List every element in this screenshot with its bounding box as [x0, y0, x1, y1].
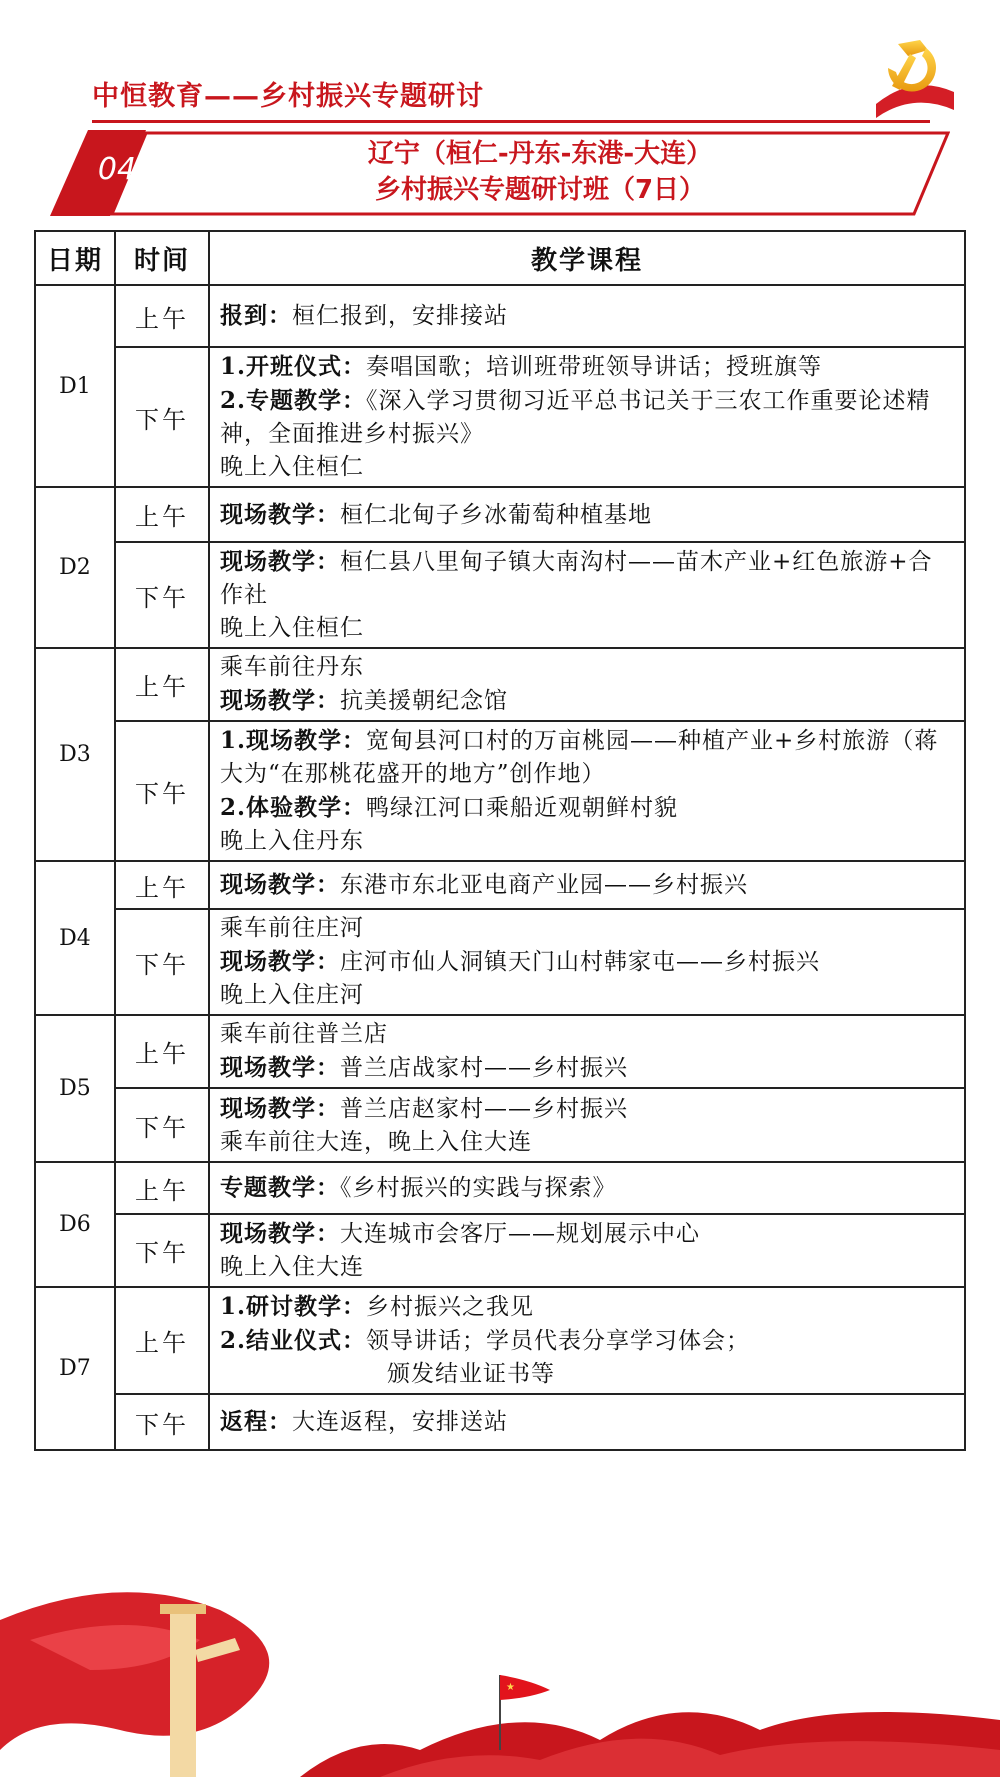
course-line [220, 1126, 954, 1159]
course-line [220, 1251, 954, 1284]
day-label: D4 [35, 861, 115, 1015]
course-text: 桓仁北甸子乡冰葡萄种植基地 [340, 501, 652, 528]
header-time: 时间 [115, 231, 209, 285]
course-text: 乘车前往普兰店 [220, 1021, 388, 1047]
course-text: 晚上入住大连 [220, 1254, 364, 1280]
section-number: 04 [97, 152, 137, 187]
course-line [220, 612, 954, 645]
course-line [220, 868, 954, 902]
time-slot: 下午 [115, 909, 209, 1015]
time-slot: 下午 [115, 1394, 209, 1450]
course-text: 乘车前往庄河 [220, 915, 364, 941]
svg-text:★: ★ [506, 1682, 515, 1693]
day-label: D2 [35, 487, 115, 648]
course-cell [209, 285, 965, 347]
course-keyword: 1.研讨教学： [220, 1293, 367, 1320]
course-text: 普兰店战家村——乡村振兴 [340, 1055, 628, 1081]
time-slot: 上午 [115, 648, 209, 721]
course-cell [209, 721, 965, 861]
course-cell [209, 1394, 965, 1450]
table-row [35, 542, 965, 648]
page-title [160, 136, 920, 208]
course-line [220, 1358, 954, 1391]
course-keyword: 2.体验教学： [220, 794, 367, 821]
time-slot: 下午 [115, 721, 209, 861]
course-keyword: 现场教学： [220, 548, 340, 575]
course-line [220, 384, 954, 451]
header-course: 教学课程 [209, 231, 965, 285]
course-text: 晚上入住庄河 [220, 982, 364, 1008]
course-text: 晚上入住桓仁 [220, 615, 364, 641]
footer-decoration [0, 1580, 1000, 1777]
course-text: 颁发结业证书等 [387, 1361, 555, 1387]
course-text: 奏唱国歌；培训班带班领导讲话；授班旗等 [366, 354, 823, 380]
course-line [220, 498, 954, 532]
course-cell [209, 347, 965, 487]
table-row [35, 1287, 965, 1394]
title-line-2: 乡村振兴专题研讨班（7日） [374, 175, 706, 205]
course-text: 桓仁县八里甸子镇大南沟村——苗木产业+红色旅游+合作社 [220, 549, 933, 608]
table-row [35, 721, 965, 861]
time-slot: 上午 [115, 487, 209, 542]
course-line [220, 912, 954, 945]
course-line [220, 299, 954, 333]
table-row [35, 1088, 965, 1162]
day-label: D5 [35, 1015, 115, 1162]
course-keyword: 现场教学： [220, 871, 340, 898]
table-row [35, 1015, 965, 1088]
time-slot: 上午 [115, 1015, 209, 1088]
day-label: D3 [35, 648, 115, 861]
course-text: 东港市东北亚电商产业园——乡村振兴 [340, 872, 748, 898]
course-cell [209, 1088, 965, 1162]
table-row [35, 861, 965, 909]
time-slot: 下午 [115, 542, 209, 648]
course-line [220, 945, 954, 979]
course-cell [209, 542, 965, 648]
course-keyword: 2.专题教学： [220, 387, 367, 414]
course-text: 桓仁报到，安排接站 [292, 303, 508, 329]
course-keyword: 现场教学： [220, 1054, 340, 1081]
table-row [35, 1214, 965, 1287]
course-line [220, 979, 954, 1012]
course-line [220, 1290, 954, 1324]
course-cell [209, 1162, 965, 1214]
table-row [35, 347, 965, 487]
course-text: 《深入学习贯彻习近平总书记关于三农工作重要论述精神，全面推进乡村振兴》 [220, 388, 931, 447]
table-row [35, 487, 965, 542]
course-line [220, 350, 954, 384]
day-label: D7 [35, 1287, 115, 1450]
course-line [220, 651, 954, 684]
brand-title: 中恒教育——乡村振兴专题研讨 [92, 81, 484, 112]
course-text: 鸭绿江河口乘船近观朝鲜村貌 [366, 795, 679, 821]
time-slot: 上午 [115, 285, 209, 347]
course-keyword: 返程： [220, 1408, 292, 1435]
time-slot: 下午 [115, 347, 209, 487]
course-line [220, 1092, 954, 1126]
course-line [220, 1051, 954, 1085]
table-row [35, 285, 965, 347]
course-line [220, 1018, 954, 1051]
course-text: 普兰店赵家村——乡村振兴 [340, 1095, 628, 1122]
header-date: 日期 [35, 231, 115, 285]
course-line [220, 684, 954, 718]
course-line [220, 791, 954, 825]
course-line [220, 724, 954, 791]
table-header-row [35, 231, 965, 285]
course-keyword: 专题教学： [220, 1174, 340, 1201]
table-row [35, 909, 965, 1015]
course-keyword: 报到： [220, 302, 292, 329]
time-slot: 上午 [115, 861, 209, 909]
party-emblem-icon [868, 34, 958, 120]
course-text: 乘车前往大连，晚上入住大连 [220, 1128, 532, 1155]
course-keyword: 现场教学： [220, 1094, 340, 1122]
time-slot: 下午 [115, 1088, 209, 1162]
course-cell [209, 1214, 965, 1287]
course-line [220, 1405, 954, 1439]
course-keyword: 现场教学： [220, 1220, 340, 1247]
course-text: 《乡村振兴的实践与探索》 [340, 1175, 617, 1201]
course-cell [209, 648, 965, 721]
course-text: 庄河市仙人洞镇天门山村韩家屯——乡村振兴 [340, 949, 820, 975]
course-text: 晚上入住桓仁 [220, 454, 364, 480]
time-slot: 上午 [115, 1287, 209, 1394]
course-text: 乘车前往丹东 [220, 654, 364, 680]
course-text: 晚上入住丹东 [220, 828, 364, 854]
course-text: 大连返程，安排送站 [292, 1409, 508, 1435]
table-row [35, 1162, 965, 1214]
course-cell [209, 909, 965, 1015]
course-text: 抗美援朝纪念馆 [340, 688, 508, 714]
brand-underline [92, 120, 930, 123]
course-line [220, 1324, 954, 1358]
course-cell [209, 487, 965, 542]
time-slot: 下午 [115, 1214, 209, 1287]
course-keyword: 1.开班仪式： [220, 353, 367, 380]
table-row [35, 648, 965, 721]
course-line [220, 1217, 954, 1251]
course-cell [209, 1287, 965, 1394]
day-label: D1 [35, 285, 115, 487]
schedule-table [34, 230, 966, 1451]
course-text: 宽甸县河口村的万亩桃园——种植产业+乡村旅游（蒋大为“在那桃花盛开的地方”创作地） [220, 728, 939, 787]
table-row [35, 1394, 965, 1450]
course-keyword: 2.结业仪式： [220, 1327, 367, 1354]
course-keyword: 现场教学： [220, 500, 340, 528]
day-label: D6 [35, 1162, 115, 1287]
course-keyword: 现场教学： [220, 687, 340, 714]
course-text: 大连城市会客厅——规划展示中心 [340, 1221, 700, 1247]
time-slot: 上午 [115, 1162, 209, 1214]
course-cell [209, 861, 965, 909]
course-cell [209, 1015, 965, 1088]
course-line [220, 451, 954, 484]
course-line [220, 545, 954, 612]
course-text: 领导讲话；学员代表分享学习体会； [366, 1328, 751, 1354]
course-line [220, 1171, 954, 1205]
course-keyword: 现场教学： [220, 948, 340, 975]
course-keyword: 1.现场教学： [220, 727, 367, 754]
course-line [220, 825, 954, 858]
course-text: 乡村振兴之我见 [366, 1294, 535, 1320]
title-line-1: 辽宁（桓仁-丹东-东港-大连） [367, 139, 713, 169]
